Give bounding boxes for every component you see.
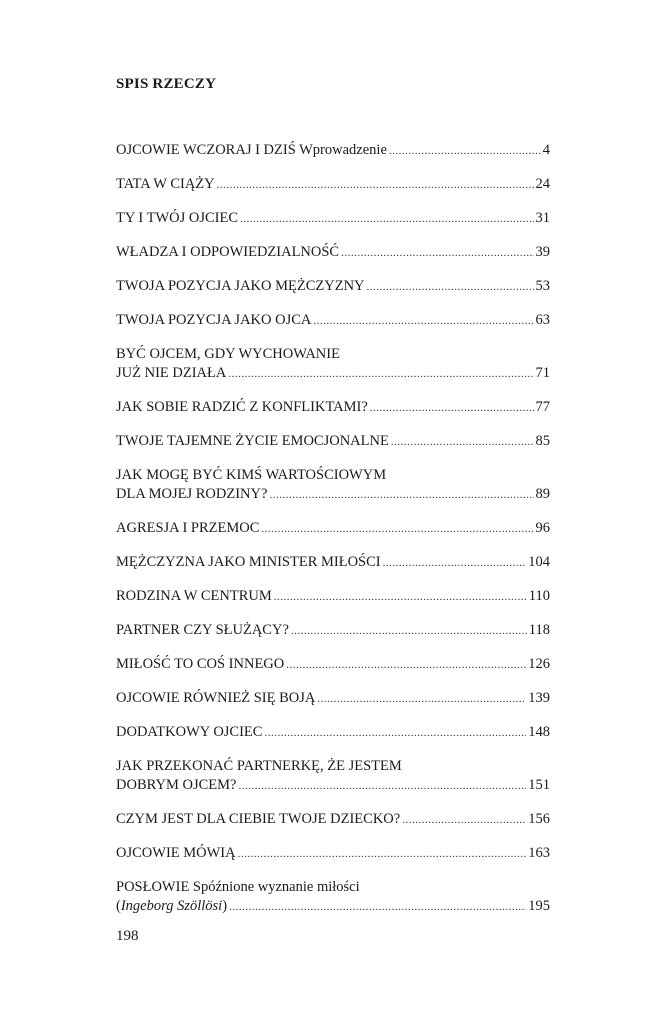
toc-entry-page: 148 <box>528 724 550 740</box>
toc-entry-line1: BYĆ OJCEM, GDY WYCHOWANIE <box>116 346 340 362</box>
dot-leader <box>261 520 533 539</box>
toc-entry[interactable] <box>116 689 550 709</box>
toc-entry-page: 96 <box>535 520 550 536</box>
toc-entry-page: 31 <box>535 210 550 226</box>
toc-entry-title: TWOJA POZYCJA JAKO OJCA <box>116 312 312 328</box>
toc-entry[interactable] <box>116 466 550 505</box>
toc-entry[interactable] <box>116 553 550 573</box>
toc-entry[interactable] <box>116 141 550 161</box>
toc-entry-afterword <box>116 878 550 917</box>
dot-leader <box>238 777 526 796</box>
toc-entry-page: 118 <box>528 622 550 638</box>
toc-entry-page: 156 <box>528 811 550 827</box>
toc-entry-line <box>116 621 550 641</box>
toc-entry-page: 104 <box>528 554 550 570</box>
toc-entry-page: 139 <box>528 690 550 706</box>
dot-leader <box>269 486 533 505</box>
toc-entry-page: 163 <box>528 845 550 861</box>
dot-leader <box>391 433 534 452</box>
toc-entry-page: 110 <box>528 588 550 604</box>
toc-entry-author: Ingeborg Szöllösi <box>120 898 223 914</box>
dot-leader <box>383 554 527 573</box>
toc-entry-title: CZYM JEST DLA CIEBIE TWOJE DZIECKO? <box>116 811 401 827</box>
toc-entry-line <box>116 844 550 864</box>
dot-leader <box>402 811 526 830</box>
toc-entry-title: OJCOWIE RÓWNIEŻ SIĘ BOJĄ <box>116 690 316 706</box>
toc-entry[interactable] <box>116 723 550 743</box>
toc-entry[interactable] <box>116 243 550 263</box>
toc-entry-line2 <box>116 897 550 917</box>
toc-entry-title: TWOJE TAJEMNE ŻYCIE EMOCJONALNE <box>116 433 389 449</box>
toc-entry-line <box>116 311 550 331</box>
toc-entry-line <box>116 277 550 297</box>
toc-entry-page: 126 <box>528 656 550 672</box>
toc-entry[interactable] <box>116 398 550 418</box>
toc-entry-author-wrap <box>116 897 227 916</box>
toc-entry-line <box>116 553 550 573</box>
dot-leader <box>317 690 526 709</box>
toc-entry[interactable] <box>116 519 550 539</box>
toc-entry-line <box>116 243 550 263</box>
toc-entry-title: OJCOWIE WCZORAJ I DZIŚ Wprowadzenie <box>116 142 387 158</box>
toc-entry-title: WŁADZA I ODPOWIEDZIALNOŚĆ <box>116 244 340 260</box>
toc-entry-page: 151 <box>528 777 550 793</box>
dot-leader <box>291 622 527 641</box>
toc-entry-line <box>116 655 550 675</box>
dot-leader <box>229 898 526 917</box>
toc-entry[interactable] <box>116 844 550 864</box>
toc-entry[interactable] <box>116 277 550 297</box>
toc-entry-line <box>116 209 550 229</box>
dot-leader <box>389 142 541 161</box>
toc-entry-line <box>116 364 550 384</box>
toc-entry-page: 63 <box>535 312 550 328</box>
page-title: SPIS RZECZY <box>116 76 217 92</box>
toc-entry-page: 24 <box>535 176 550 192</box>
open-paren: ( <box>116 898 121 914</box>
dot-leader <box>313 312 533 331</box>
toc-entry-title: TY I TWÓJ OJCIEC <box>116 210 239 226</box>
toc-entry-line <box>116 723 550 743</box>
toc-entry-line <box>116 175 550 195</box>
dot-leader <box>238 845 527 864</box>
toc-entry[interactable] <box>116 810 550 830</box>
toc-entry-line <box>116 587 550 607</box>
toc-entry-title: AGRESJA I PRZEMOC <box>116 520 260 536</box>
toc-entry-line <box>116 485 550 505</box>
toc-entry[interactable] <box>116 621 550 641</box>
dot-leader <box>286 656 526 675</box>
dot-leader <box>264 724 526 743</box>
toc-entry-title: PARTNER CZY SŁUŻĄCY? <box>116 622 289 638</box>
toc-entry-title: DLA MOJEJ RODZINY? <box>116 486 268 502</box>
dot-leader <box>274 588 527 607</box>
toc-entry[interactable] <box>116 655 550 675</box>
toc-entry-line1: POSŁOWIE Spóźnione wyznanie miłości <box>116 879 360 895</box>
toc-entry[interactable] <box>116 209 550 229</box>
toc-entry-page: 4 <box>542 142 550 158</box>
toc-entry-line <box>116 689 550 709</box>
toc-entry[interactable] <box>116 432 550 452</box>
toc-entry-line <box>116 776 550 796</box>
toc-entry-title: TWOJA POZYCJA JAKO MĘŻCZYZNY <box>116 278 365 294</box>
toc-entry-title: JAK SOBIE RADZIĆ Z KONFLIKTAMI? <box>116 399 368 415</box>
toc-entry-title: DOBRYM OJCEM? <box>116 777 237 793</box>
toc-entry-title: RODZINA W CENTRUM <box>116 588 272 604</box>
toc-entry-page: 85 <box>535 433 550 449</box>
toc-entry-line <box>116 432 550 452</box>
toc-entry-line <box>116 398 550 418</box>
toc-entry-page: 77 <box>535 399 550 415</box>
toc-entry-page: 195 <box>528 898 550 914</box>
toc-entry[interactable] <box>116 757 550 796</box>
toc-entry-line <box>116 810 550 830</box>
toc-entry-title: OJCOWIE MÓWIĄ <box>116 845 236 861</box>
dot-leader <box>341 244 533 263</box>
toc-entry-title: MĘŻCZYZNA JAKO MINISTER MIŁOŚCI <box>116 554 381 570</box>
toc-entry[interactable] <box>116 345 550 384</box>
dot-leader <box>228 365 533 384</box>
toc-entry[interactable] <box>116 587 550 607</box>
dot-leader <box>370 399 534 418</box>
toc-entry-title: TATA W CIĄŻY <box>116 176 215 192</box>
toc-entry-page: 71 <box>535 365 550 381</box>
toc-entry-title: MIŁOŚĆ TO COŚ INNEGO <box>116 656 285 672</box>
close-paren: ) <box>222 898 228 914</box>
toc-entry-title: DODATKOWY OJCIEC <box>116 724 263 740</box>
toc-entry-line1: JAK PRZEKONAĆ PARTNERKĘ, ŻE JESTEM <box>116 758 402 774</box>
dot-leader <box>217 176 534 195</box>
dot-leader <box>240 210 533 229</box>
toc-entry-page: 39 <box>535 244 550 260</box>
toc-entry-line1: JAK MOGĘ BYĆ KIMŚ WARTOŚCIOWYM <box>116 467 387 483</box>
table-of-contents <box>116 141 550 931</box>
dot-leader <box>367 278 534 297</box>
toc-entry[interactable] <box>116 175 550 195</box>
toc-entry-page: 53 <box>535 278 550 294</box>
toc-entry-page: 89 <box>535 486 550 502</box>
toc-entry[interactable] <box>116 311 550 331</box>
toc-entry-line <box>116 141 550 161</box>
page-number: 198 <box>116 928 139 944</box>
toc-entry-line <box>116 519 550 539</box>
toc-entry-title: JUŻ NIE DZIAŁA <box>116 365 227 381</box>
